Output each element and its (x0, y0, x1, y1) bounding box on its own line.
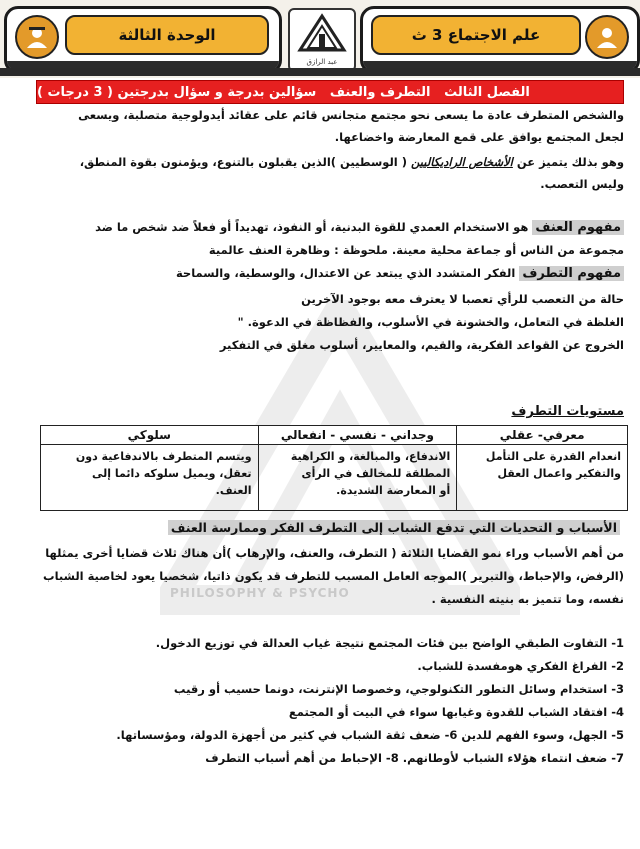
subject-title: علم الاجتماع 3 ث (371, 15, 581, 55)
violence-def-1: هو الاستخدام العمدي للقوة البدنية، أو النفوذ، تهديداً أو فعلاً ضد شخص ما ضد (95, 220, 529, 234)
intro-line-3 (80, 155, 624, 169)
level-cell-emotional (258, 445, 457, 511)
teacher-icon (15, 15, 59, 59)
violence-line-2: مجموعة من الناس أو جماعة محلية معينة. ملحوظة : وظاهرة العنف عالمية (208, 243, 624, 257)
levels-table (40, 425, 628, 511)
cell-line: تعقل، ويميل سلوكه دائما إلى (91, 467, 252, 480)
causes-para-1: من أهم الأسباب وراء نمو القضايا الثلاثة ( التطرف، والعنف، والإرهاب )أن هناك ثلاث قضايا أخرى يمثلها (45, 546, 624, 560)
level-header-cognitive: معرفي- عقلي (457, 426, 628, 445)
chapter-note: سؤالين بدرجة و سؤال بدرجتين ( 3 درجات ) (37, 84, 317, 100)
intro-line-4: وليس التعصب. (540, 177, 624, 191)
unit-title: الوحدة الثالثة (65, 15, 269, 55)
intro-line-3c: ( الوسطيين )الذين يقبلون بالتنوع، ويؤمنون بقوة المنطق، (79, 155, 408, 169)
cell-line: انعدام القدرة على التأمل (485, 450, 621, 463)
subject-title-box (360, 6, 640, 74)
list-item: 4- افتقاد الشباب للقدوة وغيابها سواء في البيت أو المجتمع (288, 705, 624, 719)
extremism-def-1: الفكر المتشدد الذي يبتعد عن الاعتدال، والوسطية، والسماحة (175, 266, 516, 280)
intro-line-3a: وهو بذلك يتميز عن (516, 155, 624, 169)
header-bottom-bar (0, 68, 640, 76)
unit-title-box (4, 6, 282, 74)
table-header-row (41, 426, 628, 445)
causes-para-3: نفسه، وما تتميز به بنيته النفسية . (431, 592, 624, 606)
causes-heading-text: الأسباب و التحديات التي تدفع الشباب إلى التطرف الفكر وممارسة العنف (168, 520, 620, 535)
table-row (41, 445, 628, 511)
intro-line-2: لجعل المجتمع يوافق على قمع المعارضة واخضاعها. (334, 130, 624, 144)
chapter-label: الفصل الثالث (444, 84, 530, 100)
level-cell-cognitive (457, 445, 628, 511)
list-item: 5- الجهل، وسوء الفهم للدين 6- ضعف ثقة الشباب في كثير من أجهزة الدولة، ومؤسساتها. (116, 728, 624, 742)
level-header-emotional: وجداني - نفسي - انفعالي (258, 426, 457, 445)
logo-text: عبد الرازق (306, 58, 338, 66)
list-item: 7- ضعف انتماء هؤلاء الشباب لأوطانهم. 8- الإحباط من أهم أسباب التطرف (205, 751, 624, 765)
extremism-line-1 (176, 266, 624, 281)
cell-line: أو المعارضة الشديدة. (336, 484, 451, 497)
violence-term: مفهوم العنف (532, 220, 624, 235)
brand-logo (288, 8, 356, 72)
causes-para-2: (الرفض، والإحباط، والتبرير )الموجه العامل المسبب للتطرف قد يكون ذاتيا، شخصيا يعود لخاصية الشباب (43, 569, 624, 583)
cell-line: العنف. (215, 484, 252, 497)
intro-line-1: والشخص المتطرف عادة ما يسعى نحو مجتمع متجانس قائم على عقائد أيدولوجية متصلبة، ويسعى (78, 108, 624, 122)
list-item: 2- الفراغ الفكري هومفسدة للشباب. (417, 659, 624, 673)
violence-line-1 (95, 220, 624, 235)
extremism-line-2: حالة من التعصب للرأي تعصبا لا يعترف معه بوجود الآخرين (301, 292, 624, 306)
list-item: 1- التفاوت الطبقي الواضح بين فئات المجتمع نتيجة غياب العدالة في توزيع الدخول. (155, 636, 624, 650)
extremism-term: مفهوم التطرف (519, 266, 624, 281)
cell-line: الاندفاع، والمبالغة، و الكراهية (290, 450, 451, 463)
extremism-line-4: الخروج عن القواعد الفكرية، والقيم، والمعايير، أسلوب مغلق في التفكير (219, 338, 624, 352)
radicals-term: الأشخاص الراديكاليين (411, 155, 513, 169)
level-header-behavioral: سلوكي (41, 426, 259, 445)
extremism-line-3: الغلظة في التعامل، والخشونة في الأسلوب، والفظاظة في الدعوة. " (237, 315, 624, 329)
cell-line: والتفكير واعمال العقل (497, 467, 621, 480)
watermark-text: PHILOSOPHY & PSYCHO (170, 586, 350, 600)
level-cell-behavioral (41, 445, 259, 511)
page-header (0, 0, 640, 78)
student-icon (585, 15, 629, 59)
levels-heading: مستويات التطرف (511, 404, 624, 419)
cell-line: المطلقة للمخالف في الرأى (301, 467, 451, 480)
causes-heading (168, 520, 620, 535)
chapter-bar (36, 80, 624, 104)
list-item: 3- استخدام وسائل التطور التكنولوجي، وخصوصا الإنترنت، دونما حسيب أو رقيب (173, 682, 624, 696)
chapter-title: التطرف والعنف (329, 84, 431, 100)
cell-line: ويتسم المتطرف بالاندفاعية دون (75, 450, 252, 463)
